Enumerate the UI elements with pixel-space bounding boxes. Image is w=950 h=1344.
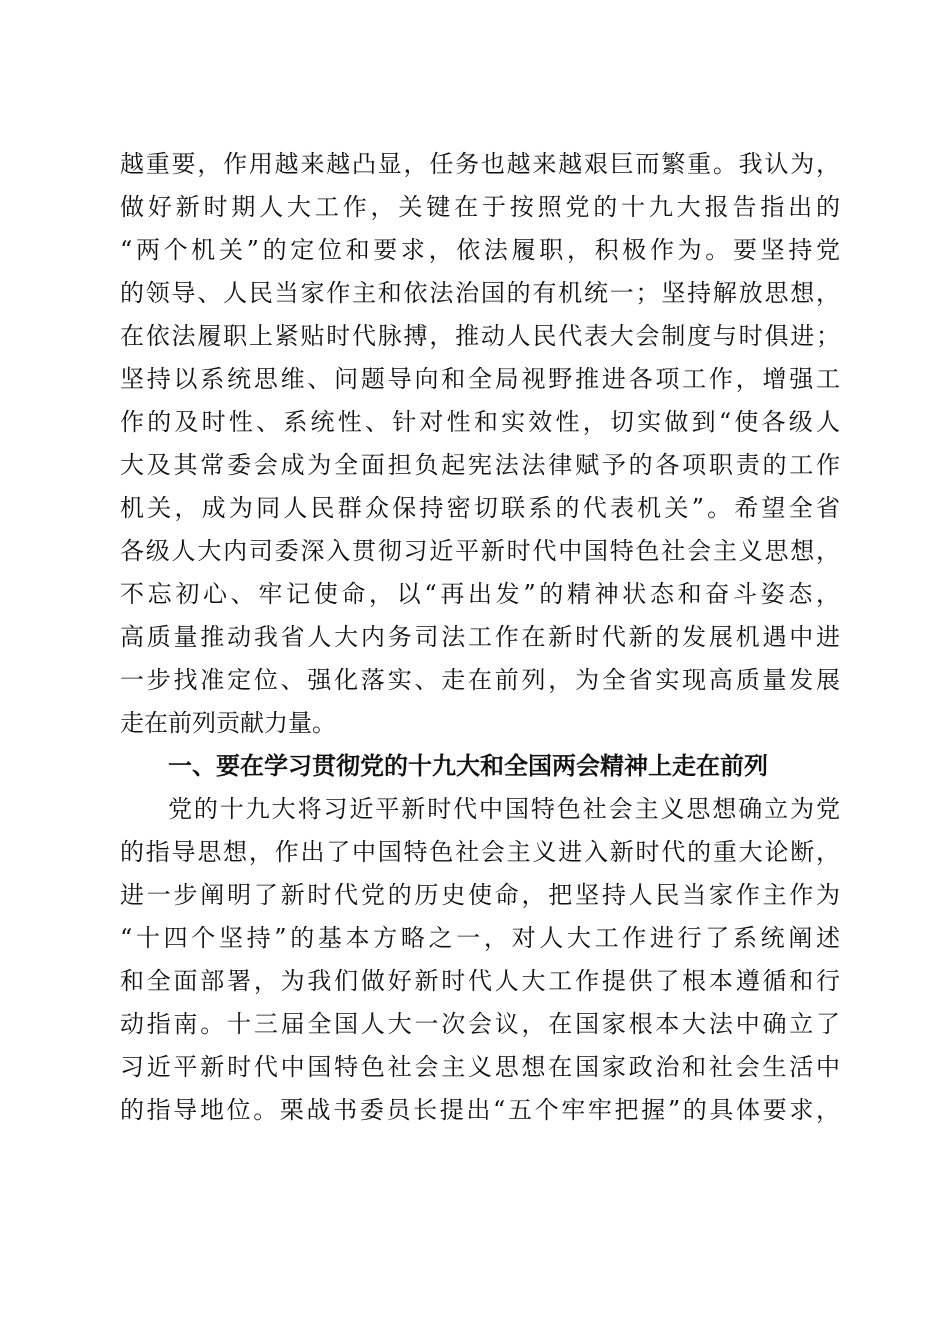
paragraph-2-line: 的指导地位。栗战书委员长提出“五个牢牢把握”的具体要求， xyxy=(120,1096,840,1124)
paragraph-1-line: 在依法履职上紧贴时代脉搏，推动人民代表大会制度与时俱进； xyxy=(120,322,840,350)
paragraph-1-line: 的领导、人民当家作主和依法治国的有机统一；坚持解放思想， xyxy=(120,279,840,307)
paragraph-1-line: 做好新时期人大工作，关键在于按照党的十九大报告指出的 xyxy=(120,193,840,221)
paragraph-2-line: 动指南。十三届全国人大一次会议，在国家根本大法中确立了 xyxy=(120,1010,840,1038)
paragraph-1-line: 越重要，作用越来越凸显，任务也越来越艰巨而繁重。我认为， xyxy=(120,150,840,178)
paragraph-1-line: 大及其常委会成为全面担负起宪法法律赋予的各项职责的工作 xyxy=(120,451,840,479)
paragraph-1-line: 不忘初心、牢记使命，以“再出发”的精神状态和奋斗姿态， xyxy=(120,580,840,608)
paragraph-1-line: 一步找准定位、强化落实、走在前列，为全省实现高质量发展 xyxy=(120,666,840,694)
section-heading: 一、要在学习贯彻党的十九大和全国两会精神上走在前列 xyxy=(168,752,768,780)
paragraph-1-line: 走在前列贡献力量。 xyxy=(120,709,336,737)
paragraph-1-line: “两个机关”的定位和要求，依法履职，积极作为。要坚持党 xyxy=(120,236,840,264)
paragraph-1-line: 作的及时性、系统性、针对性和实效性，切实做到“使各级人 xyxy=(120,408,840,436)
paragraph-2-line: 进一步阐明了新时代党的历史使命，把坚持人民当家作主作为 xyxy=(120,881,840,909)
paragraph-1-line: 各级人大内司委深入贯彻习近平新时代中国特色社会主义思想， xyxy=(120,537,840,565)
paragraph-1-line: 机关，成为同人民群众保持密切联系的代表机关”。希望全省 xyxy=(120,494,840,522)
paragraph-2-line: 习近平新时代中国特色社会主义思想在国家政治和社会生活中 xyxy=(120,1053,840,1081)
paragraph-1-line: 高质量推动我省人大内务司法工作在新时代新的发展机遇中进 xyxy=(120,623,840,651)
paragraph-2-line: 的指导思想，作出了中国特色社会主义进入新时代的重大论断， xyxy=(120,838,840,866)
paragraph-2-line: 和全面部署，为我们做好新时代人大工作提供了根本遵循和行 xyxy=(120,967,840,995)
paragraph-2-line: “十四个坚持”的基本方略之一，对人大工作进行了系统阐述 xyxy=(120,924,840,952)
paragraph-1-line: 坚持以系统思维、问题导向和全局视野推进各项工作，增强工 xyxy=(120,365,840,393)
paragraph-2-line: 党的十九大将习近平新时代中国特色社会主义思想确立为党 xyxy=(168,795,840,823)
